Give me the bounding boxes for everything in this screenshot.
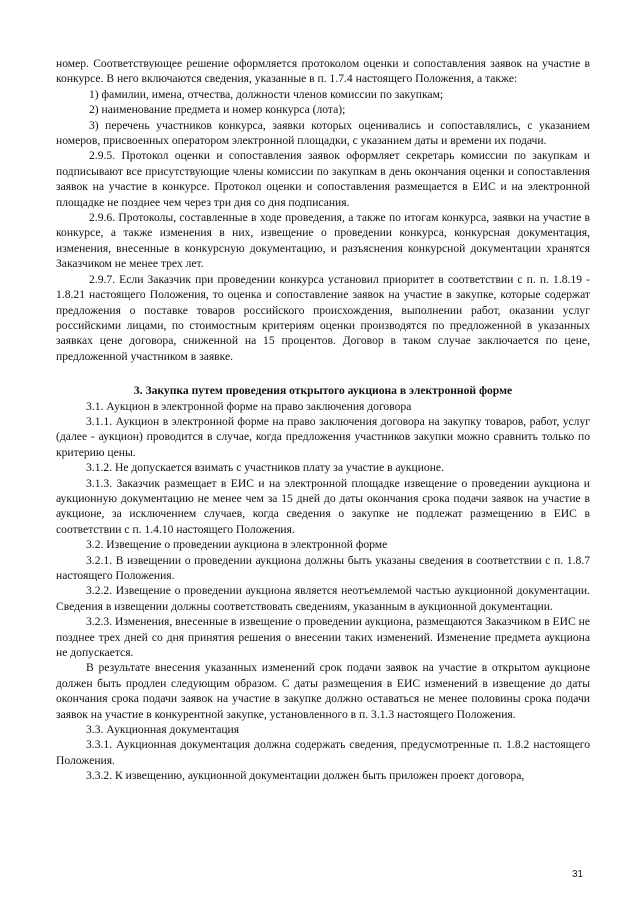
document-page	[56, 56, 590, 784]
paragraph: 3.2.2. Извещение о проведении аукциона является неотъемлемой частью аукционной документации. Сведения в извещении должны соответствовать сведениям, указанным в аукционной документации.	[56, 584, 590, 613]
paragraph: 2.9.6. Протоколы, составленные в ходе проведения, а также по итогам конкурса, заявки на участие в конкурсе, а также изменения в них, извещение о проведении конкурса, конкурсная документация, изменения, внесенные в конкурсную документацию, и разъяснения конкурсной документации хранятся Заказчиком не менее трех лет.	[56, 211, 590, 271]
subsection-title: 3.3. Аукционная документация	[86, 723, 240, 737]
paragraph: 3.2.3. Изменения, внесенные в извещение о проведении аукциона, размещаются Заказчиком в ЕИС не позднее трех дней со дня принятия решения о внесении таких изменений. Изменение предмета аукциона не допускается.	[56, 615, 590, 660]
list-item: 2) наименование предмета и номер конкурса (лота);	[89, 103, 346, 117]
paragraph: 3.2.1. В извещении о проведении аукциона должны быть указаны сведения в соответствии с п. 1.8.7 настоящего Положения.	[56, 553, 590, 582]
paragraph: номер. Соответствующее решение оформляется протоколом оценки и сопоставления заявок на участие в конкурсе. В него включаются сведения, указанные в п. 1.7.4 настоящего Положения, а также:	[56, 57, 590, 86]
list-item: 1) фамилии, имена, отчества, должности членов комиссии по закупкам;	[89, 87, 444, 101]
list-item: 3) перечень участников конкурса, заявки которых оценивались и сопоставлялись, с указанием номеров, присвоенных оператором электронной площадки, с указанием даты и времени их подачи.	[56, 118, 590, 148]
paragraph: 3.1.1. Аукцион в электронной форме на право заключения договора на закупку товаров, работ, услуг (далее - аукцион) проводится в случае, когда предложения участников закупки можно сравнить только по критерию цены.	[56, 414, 590, 459]
section-heading: 3. Закупка путем проведения открытого аукциона в электронной форме	[133, 384, 513, 398]
paragraph: 2.9.5. Протокол оценки и сопоставления заявок оформляет секретарь комиссии по закупкам и подписывают все присутствующие члены комиссии по закупкам в день окончания оценки и сопоставления заявок на участие в конкурсе. Протокол оценки и сопоставления размещается в ЕИС и на электронной площадке не позднее чем через три дня со дня подписания.	[56, 149, 590, 209]
paragraph: 3.1.3. Заказчик размещает в ЕИС и на электронной площадке извещение о проведении аукциона и аукционную документацию не менее чем за 15 дней до даты окончания срока подачи заявок на участие в аукционе, за исключением случаев, когда сведения о закупке не подлежат размещению в ЕИС в соответствии с п. 1.4.10 настоящего Положения.	[56, 476, 590, 536]
paragraph: 3.1.2. Не допускается взимать с участников плату за участие в аукционе.	[86, 461, 444, 475]
paragraph: В результате внесения указанных изменений срок подачи заявок на участие в открытом аукционе должен быть продлен следующим образом. С даты размещения в ЕИС изменений в извещение до даты окончания срока подачи заявок на участие в закупке должно оставаться не менее половины срока подачи заявок на участие в конкурентной закупке, установленного в п. 3.1.3 настоящего Положения.	[56, 661, 590, 721]
paragraph: 3.3.2. К извещению, аукционной документации должен быть приложен проект договора,	[86, 769, 525, 783]
subsection-title: 3.1. Аукцион в электронной форме на право заключения договора	[86, 399, 412, 413]
subsection-title: 3.2. Извещение о проведении аукциона в электронной форме	[86, 538, 388, 552]
page-number: 31	[572, 869, 584, 880]
paragraph: 3.3.1. Аукционная документация должна содержать сведения, предусмотренные п. 1.8.2 настоящего Положения.	[56, 738, 590, 767]
paragraph: 2.9.7. Если Заказчик при проведении конкурса установил приоритет в соответствии с п. п. 1.8.19 - 1.8.21 настоящего Положения, то оценка и сопоставление заявок на участие в закупке, которые содержат предложения о поставке товаров российского происхождения, выполнении работ, оказании услуг российскими лицами, по стоимостным критериям оценки производятся по предложенной в указанных заявках цене договора, сниженной на 15 процентов. Договор в таком случае заключается по цене, предложенной участником в заявке.	[56, 272, 590, 363]
